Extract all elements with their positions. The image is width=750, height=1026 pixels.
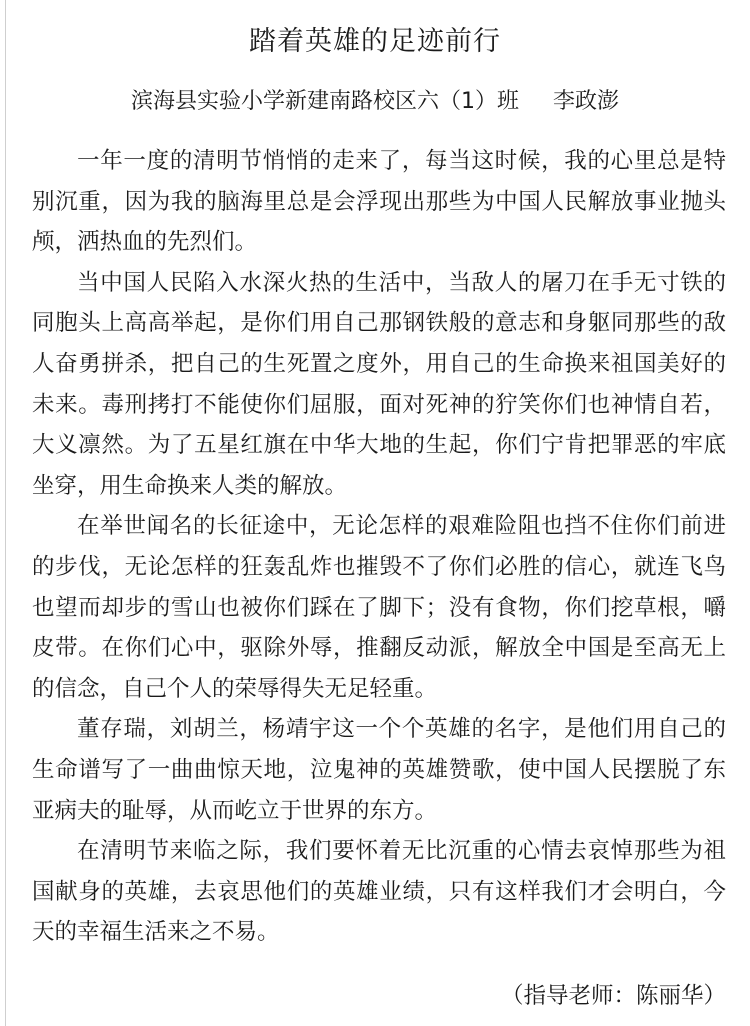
author-name: 李政澎 bbox=[552, 89, 619, 114]
teacher-note: （指导老师：陈丽华） bbox=[500, 983, 726, 1009]
paragraph-2: 当中国人民陷入水深火热的生活中，当敌人的屠刀在手无寸铁的同胞头上高高举起，是你们用自己那钢铁般的意志和身躯同那些的敌人奋勇拼杀，把自己的生死置之度外，用自己的生命换来祖国美好的未来。毒刑拷打不能使你们屈服，面对死神的狞笑你们也神情自若，大义凛然。为了五星红旗在中华大地的生起，你们宁肯把罪恶的牢底坐穿，用生命换来人类的解放。 bbox=[32, 269, 726, 499]
essay-title: 踏着英雄的足迹前行 bbox=[249, 26, 501, 57]
school-class: 滨海县实验小学新建南路校区六（1）班 bbox=[130, 89, 519, 114]
paragraph-1: 一年一度的清明节悄悄的走来了，每当这时候，我的心里总是特别沉重，因为我的脑海里总是会浮现出那些为中国人民解放事业抛头颅，洒热血的先烈们。 bbox=[32, 148, 726, 256]
byline bbox=[0, 84, 750, 120]
paragraph-3: 在举世闻名的长征途中，无论怎样的艰难险阻也挡不住你们前进的步伐，无论怎样的狂轰乱炸也摧毁不了你们必胜的信心，就连飞鸟也望而却步的雪山也被你们踩在了脚下；没有食物，你们挖草根，嚼皮带。在你们心中，驱除外辱，推翻反动派，解放全中国是至高无上的信念，自己个人的荣辱得失无足轻重。 bbox=[32, 513, 726, 702]
essay-body bbox=[32, 141, 726, 953]
paragraph-5: 在清明节来临之际，我们要怀着无比沉重的心情去哀悼那些为祖国献身的英雄，去哀思他们的英雄业绩，只有这样我们才会明白，今天的幸福生活来之不易。 bbox=[32, 838, 726, 946]
page-edge-line bbox=[5, 0, 6, 1026]
paragraph-4: 董存瑞，刘胡兰，杨靖宇这一个个英雄的名字，是他们用自己的生命谱写了一曲曲惊天地，泣鬼神的英雄赞歌，使中国人民摆脱了东亚病夫的耻辱，从而屹立于世界的东方。 bbox=[32, 716, 726, 824]
